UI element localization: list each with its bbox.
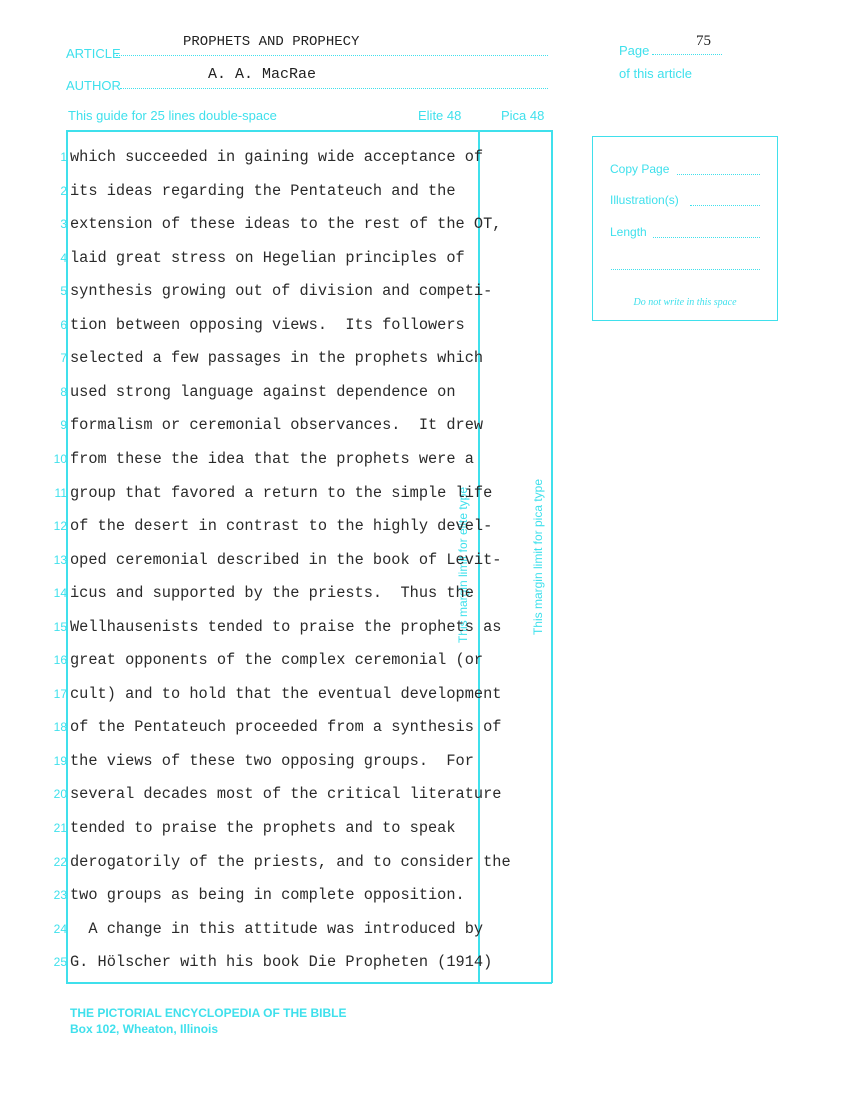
line-number: 21 <box>53 821 67 835</box>
guide-text: This guide for 25 lines double-space <box>68 108 277 123</box>
bottom-rule <box>66 982 552 984</box>
text-line: derogatorily of the priests, and to consider the <box>70 852 511 871</box>
page-number: 75 <box>696 33 711 49</box>
text-line: A change in this attitude was introduced by <box>70 919 484 938</box>
page-line <box>652 44 722 55</box>
line-number: 9 <box>60 418 67 433</box>
line-number: 3 <box>60 217 67 232</box>
author-name: A. A. MacRae <box>208 66 317 83</box>
line-number: 1 <box>60 150 67 164</box>
office-use-box <box>592 136 778 321</box>
article-title: PROPHETS AND PROPHECY <box>183 34 360 50</box>
text-line: of the Pentateuch proceeded from a synthesis of <box>70 718 502 737</box>
text-line: of the desert in contrast to the highly devel- <box>70 517 493 536</box>
text-line: Wellhausenists tended to praise the prophets as <box>70 617 502 636</box>
text-line: tended to praise the prophets and to speak <box>70 819 456 837</box>
elite-label: Elite 48 <box>418 108 462 123</box>
publisher-name: THE PICTORIAL ENCYCLOPEDIA OF THE BIBLE <box>70 1006 347 1020</box>
text-line: oped ceremonial described in the book of Levit- <box>70 550 502 569</box>
illustrations-label: Illustration(s) <box>610 193 679 207</box>
line-number: 2 <box>60 183 67 198</box>
line-number: 4 <box>60 250 67 265</box>
line-number: 8 <box>60 384 67 399</box>
pica-margin-rule <box>551 130 553 983</box>
text-line: which succeeded in gaining wide acceptance of <box>70 148 484 166</box>
of-article-label: of this article <box>619 66 692 81</box>
pica-margin-label: This margin limit for pica type <box>531 478 545 636</box>
line-number: 19 <box>53 753 67 768</box>
text-line: tion between opposing views. Its followers <box>70 315 465 334</box>
text-line: group that favored a return to the simple life <box>70 483 493 502</box>
text-line: icus and supported by the priests. Thus the <box>70 584 474 603</box>
line-number: 10 <box>53 451 67 466</box>
line-number: 12 <box>53 519 67 534</box>
line-number: 22 <box>53 854 67 869</box>
line-number: 11 <box>54 485 67 500</box>
text-line: cult) and to hold that the eventual development <box>70 684 502 703</box>
line-number: 24 <box>53 921 67 936</box>
illustrations-line <box>690 195 760 206</box>
elite-margin-label: This margin limit for elite type <box>456 486 470 644</box>
text-line: G. Hölscher with his book Die Propheten (1914) <box>70 953 493 972</box>
text-line: from these the idea that the prophets were a <box>70 449 474 468</box>
do-not-write-note: Do not write in this space <box>633 297 737 308</box>
text-line: synthesis growing out of division and competi- <box>70 282 493 301</box>
author-label: AUTHOR <box>66 78 121 93</box>
text-line: selected a few passages in the prophets which <box>70 349 484 368</box>
text-line: formalism or ceremonial observances. It drew <box>70 416 484 435</box>
article-label: ARTICLE <box>66 46 121 61</box>
text-line: laid great stress on Hegelian principles of <box>70 248 465 267</box>
line-number: 6 <box>60 317 67 332</box>
line-number: 23 <box>53 888 67 903</box>
line-number: 14 <box>53 586 67 601</box>
text-line: extension of these ideas to the rest of the OT, <box>70 215 502 234</box>
copy-page-line <box>677 164 760 175</box>
line-number: 5 <box>60 284 67 299</box>
text-line: its ideas regarding the Pentateuch and the <box>70 181 456 200</box>
line-number: 13 <box>53 552 67 567</box>
publisher-address: Box 102, Wheaton, Illinois <box>70 1022 219 1036</box>
line-number: 7 <box>60 351 67 366</box>
line-number: 15 <box>53 619 67 634</box>
line-number: 17 <box>53 686 67 701</box>
pica-label: Pica 48 <box>501 108 545 123</box>
author-line <box>120 78 548 89</box>
line-number: 18 <box>53 720 67 735</box>
page-label: Page <box>619 43 650 58</box>
text-line: used strong language against dependence on <box>70 382 456 401</box>
line-number: 16 <box>53 653 67 668</box>
text-line: great opponents of the complex ceremonial (or <box>70 651 484 670</box>
text-line: the views of these two opposing groups. For <box>70 751 474 770</box>
length-label: Length <box>610 225 647 239</box>
blank-line <box>611 259 760 270</box>
text-line: several decades most of the critical literature <box>70 785 502 804</box>
line-number: 20 <box>53 787 67 802</box>
line-number: 25 <box>53 955 67 970</box>
text-line: two groups as being in complete opposition. <box>70 886 465 905</box>
length-line <box>653 227 760 238</box>
copy-page-label: Copy Page <box>610 162 670 176</box>
